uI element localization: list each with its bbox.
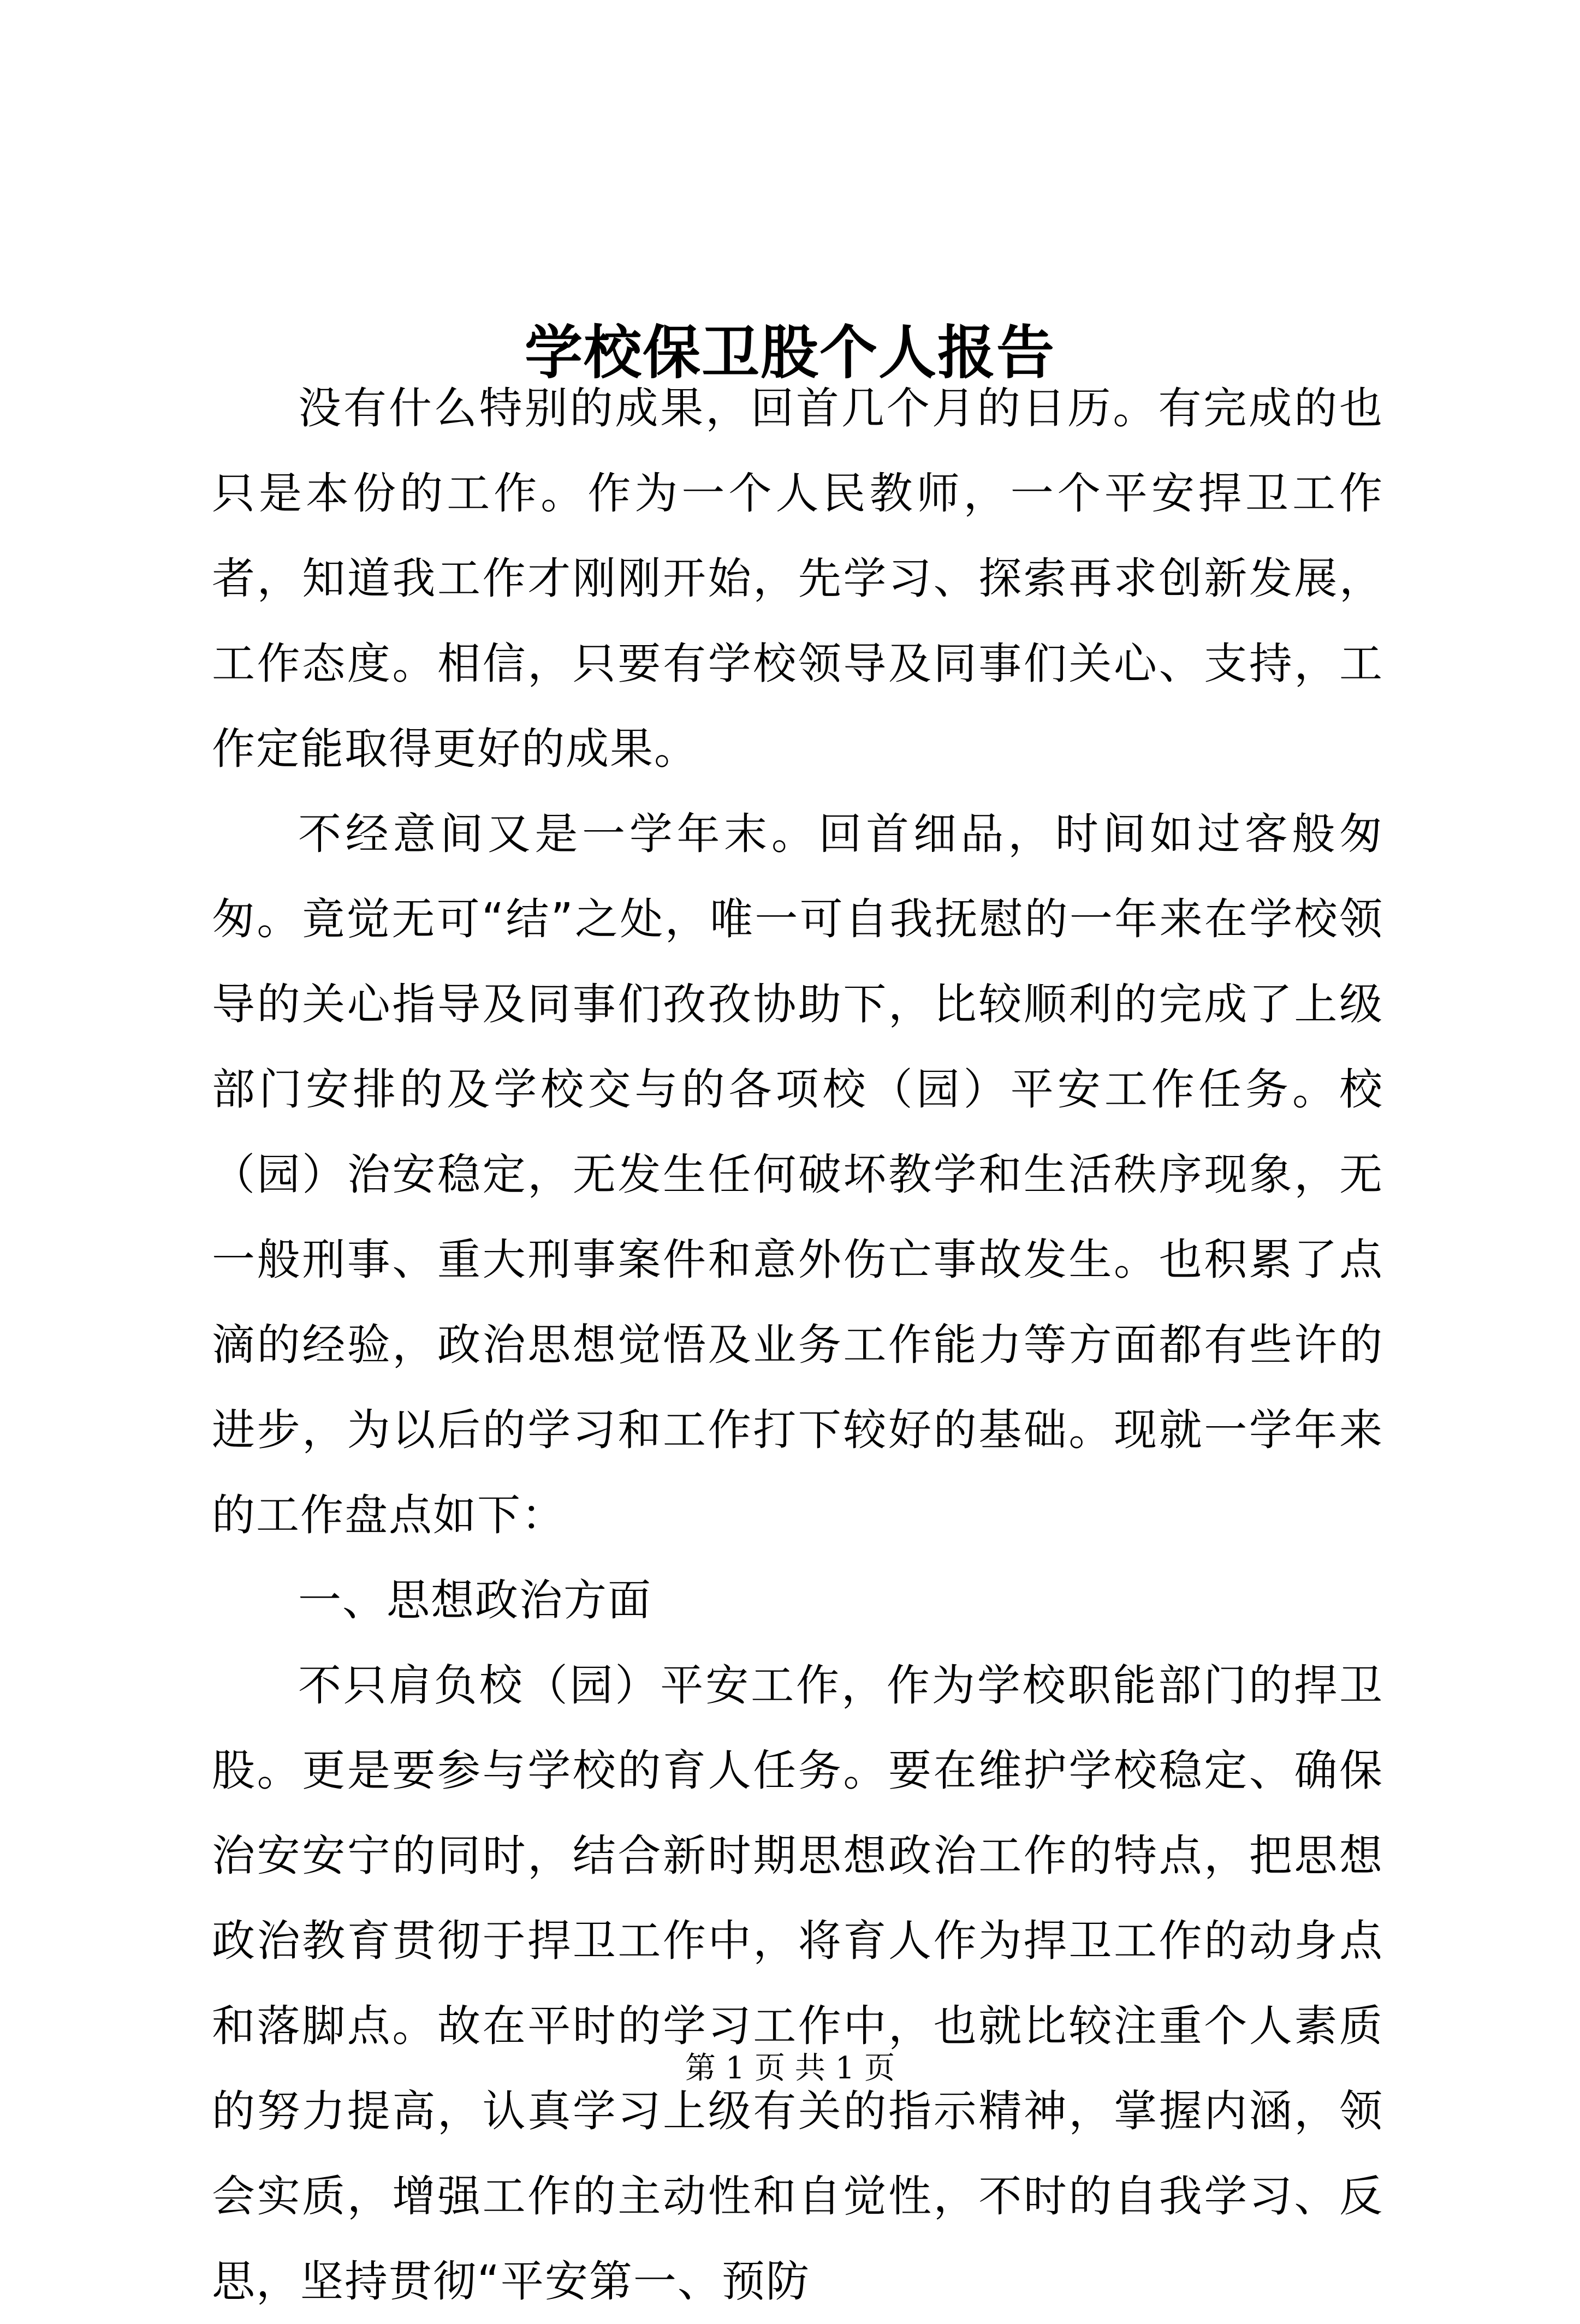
page-number-footer: 第 1 页 共 1 页 (685, 2051, 895, 2086)
paragraph: 不经意间又是一学年末。回首细品，时间如过客般匆匆。竟觉无可“结”之处，唯一可自我抚慰的一年来在学校领导的关心指导及同事们孜孜协助下，比较顺利的完成了上级部门安排的及学校交与的各项校（园）平安工作任务。校（园）治安稳定，无发生任何破坏教学和生活秩序现象，无一般刑事、重大刑事案件和意外伤亡事故发生。也积累了点滴的经验，政治思想觉悟及业务工作能力等方面都有些许的进步，为以后的学习和工作打下较好的基础。现就一学年来的工作盘点如下： (212, 809, 1383, 1540)
paragraph: 没有什么特别的成果，回首几个月的日历。有完成的也只是本份的工作。作为一个人民教师，一个平安捍卫工作者，知道我工作才刚刚开始，先学习、探索再求创新发展，工作态度。相信，只要有学校领导及同事们关心、支持，工作定能取得更好的成果。 (212, 383, 1383, 774)
paragraph: 不只肩负校（园）平安工作，作为学校职能部门的捍卫股。更是要参与学校的育人任务。要在维护学校稳定、确保治安安宁的同时，结合新时期思想政治工作的特点，把思想政治教育贯彻于捍卫工作中，将育人作为捍卫工作的动身点和落脚点。故在平时的学习工作中，也就比较注重个人素质的努力提高，认真学习上级有关的指示精神，掌握内涵，领会实质，增强工作的主动性和自觉性，不时的自我学习、反思，坚持贯彻“平安第一、预防 (212, 1660, 1383, 2307)
section-heading: 一、思想政治方面 (298, 1575, 652, 1625)
document-body (212, 366, 1383, 2324)
document-title: 学校保卫股个人报告 (525, 318, 1055, 387)
